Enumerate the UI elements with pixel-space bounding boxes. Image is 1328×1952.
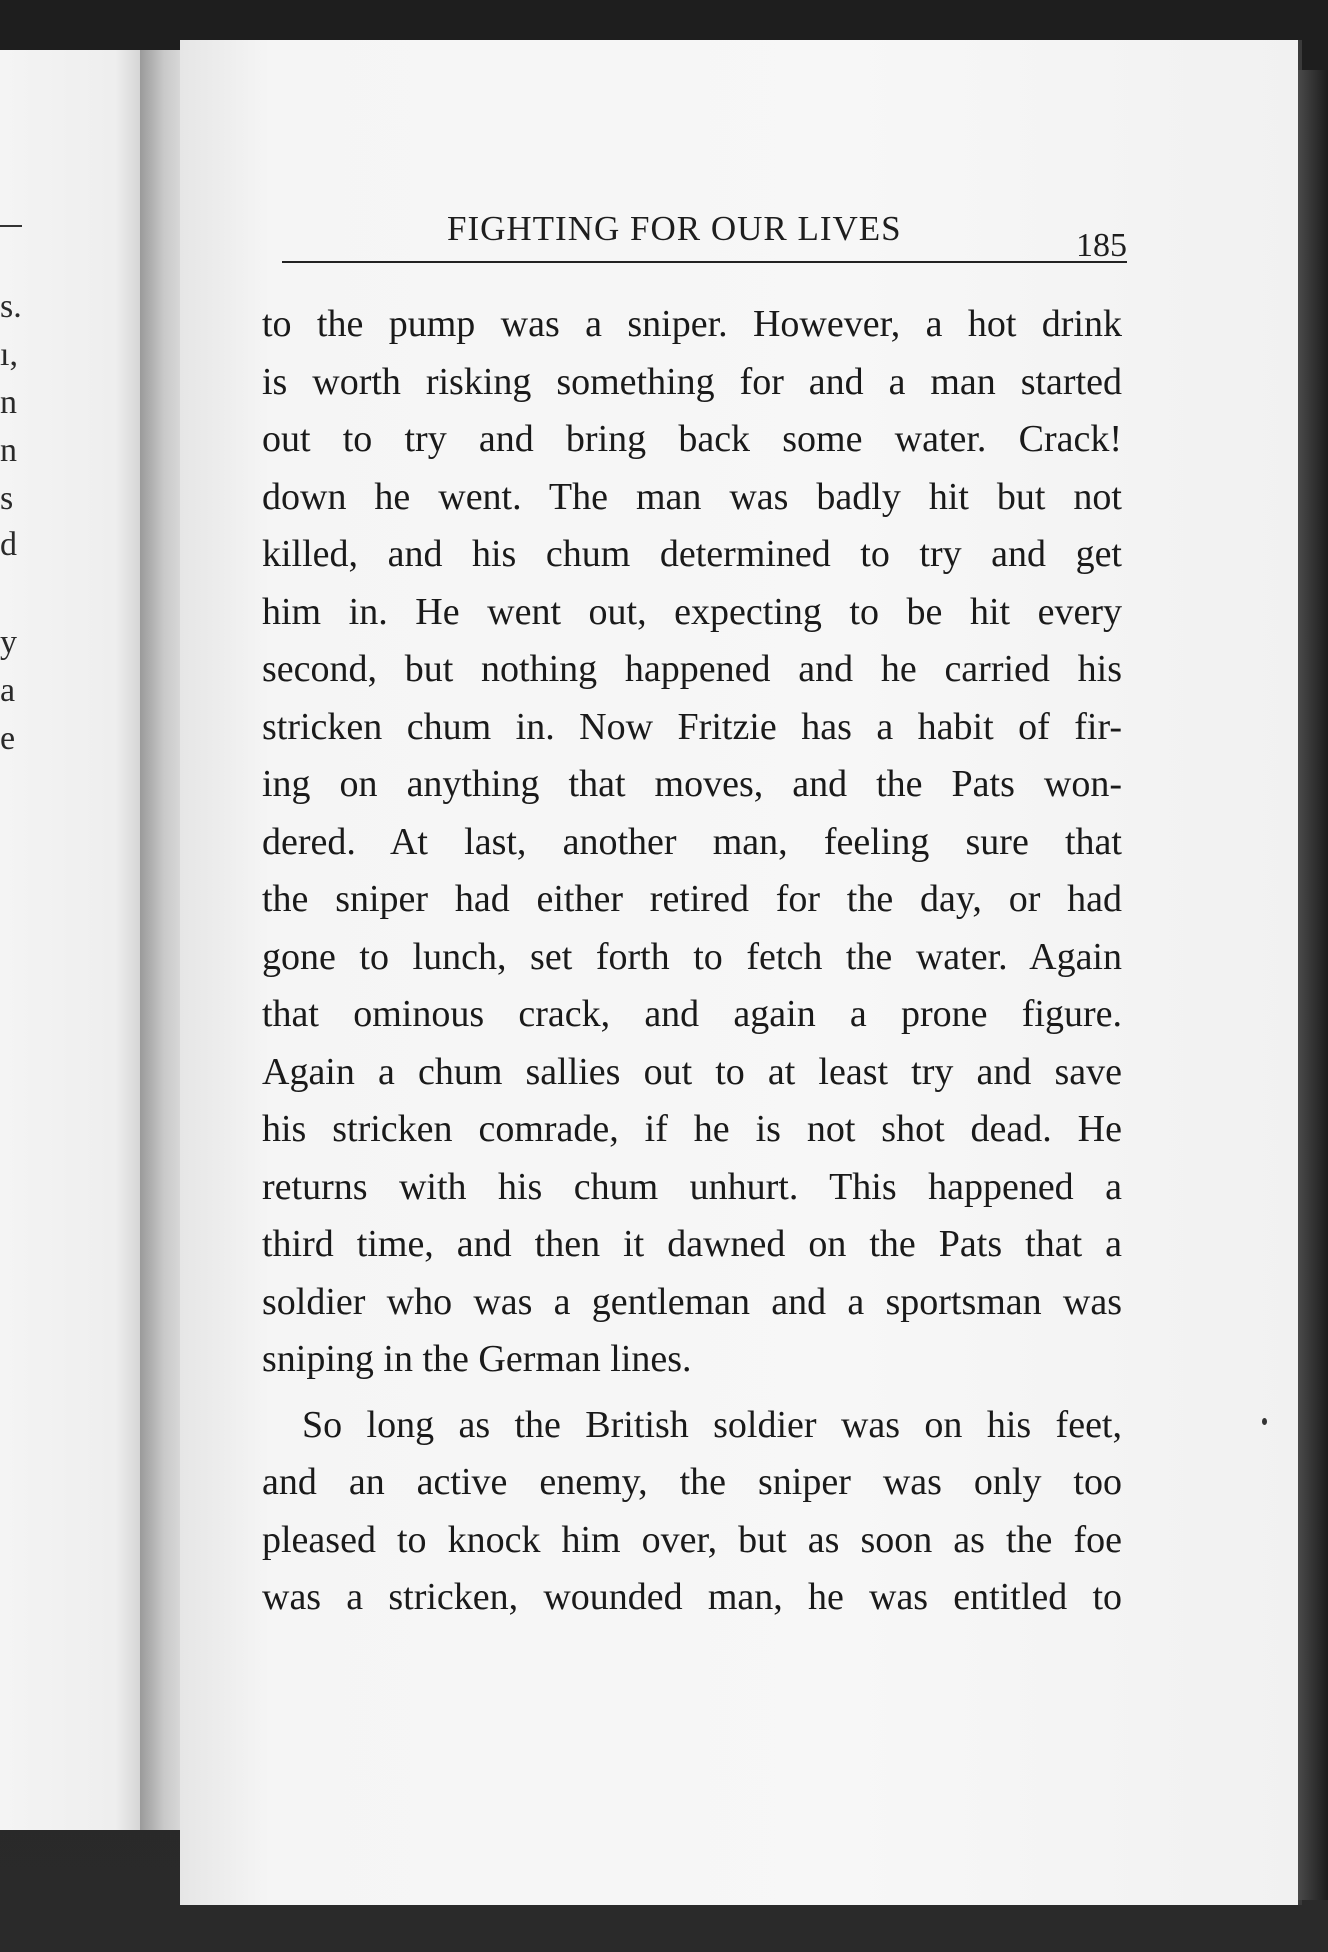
text-line: soldier who was a gentleman and a sportsman was (262, 1280, 1122, 1323)
facing-page-fragment: s (0, 482, 14, 516)
facing-page-fragment: ı, (0, 338, 18, 372)
text-line: dered. At last, another man, feeling sure that (262, 820, 1122, 863)
body-text (262, 296, 1122, 1627)
text-line: pleased to knock him over, but as soon as the foe (262, 1518, 1122, 1561)
running-head-title: FIGHTING FOR OUR LIVES (447, 209, 902, 248)
facing-page-fragment: a (0, 674, 16, 708)
text-line: third time, and then it dawned on the Pats that a (262, 1223, 1122, 1265)
text-line: and an active enemy, the sniper was only too (262, 1461, 1122, 1503)
text-line: So long as the British soldier was on his feet, (302, 1403, 1122, 1446)
text-line: gone to lunch, set forth to fetch the water. Again (262, 935, 1122, 978)
page-edge-right (1298, 70, 1328, 1900)
running-head (282, 205, 1127, 263)
ink-speck (1262, 1418, 1267, 1425)
facing-page-fragment: n (0, 386, 17, 420)
facing-page-fragment: e (0, 722, 16, 756)
text-line: him in. He went out, expecting to be hit every (262, 590, 1122, 633)
paragraph (262, 296, 1122, 1389)
text-line: killed, and his chum determined to try and get (262, 533, 1122, 575)
text-line: ing on anything that moves, and the Pats won- (262, 763, 1122, 805)
text-line: the sniper had either retired for the day, or had (262, 878, 1122, 920)
text-line: out to try and bring back some water. Crack! (262, 418, 1122, 460)
facing-page-fragment: n (0, 434, 17, 468)
facing-page-fragment: d (0, 528, 17, 562)
facing-page-fragment: y (0, 626, 17, 660)
text-line: was a stricken, wounded man, he was entitled to (262, 1576, 1122, 1618)
page-number: 185 (1076, 227, 1127, 264)
facing-page-rule (0, 225, 22, 227)
paragraph (262, 1397, 1122, 1627)
text-line: down he went. The man was badly hit but not (262, 475, 1122, 518)
text-line: second, but nothing happened and he carried his (262, 648, 1122, 690)
paragraph-gap (262, 1389, 1122, 1397)
text-line: that ominous crack, and again a prone figure. (262, 993, 1122, 1035)
text-line: to the pump was a sniper. However, a hot drink (262, 303, 1122, 345)
text-line: stricken chum in. Now Fritzie has a habit of fir- (262, 705, 1122, 748)
text-line: Again a chum sallies out to at least try and save (262, 1050, 1122, 1093)
text-line: sniping in the German lines. (262, 1338, 692, 1380)
text-line: his stricken comrade, if he is not shot dead. He (262, 1108, 1122, 1150)
facing-page-fragment: s. (0, 290, 22, 324)
text-line: returns with his chum unhurt. This happened a (262, 1165, 1122, 1208)
text-line: is worth risking something for and a man started (262, 360, 1122, 403)
